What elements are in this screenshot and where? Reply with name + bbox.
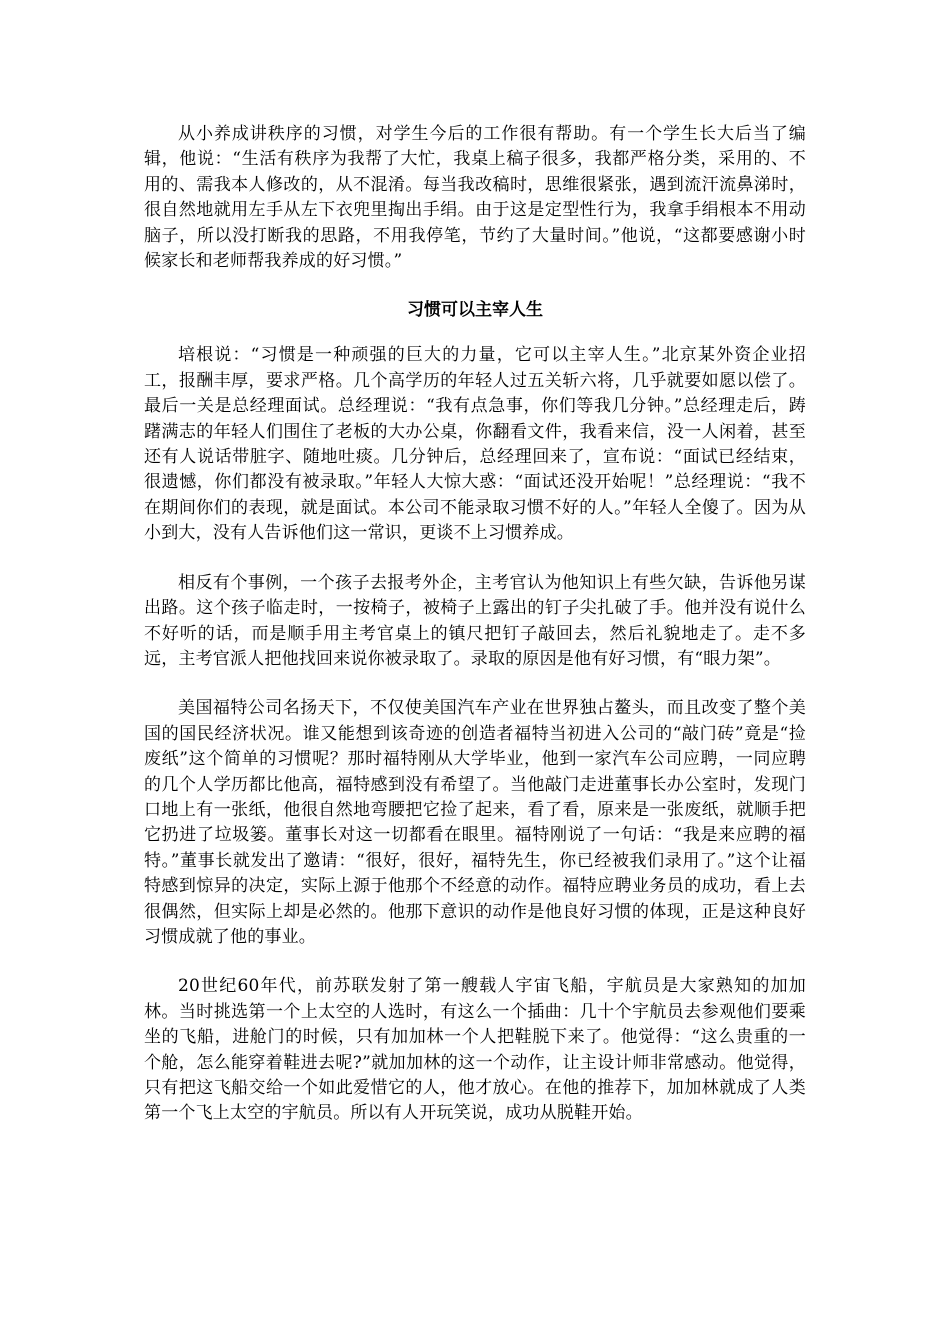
paragraph-nail-story: 相反有个事例，一个孩子去报考外企，主考官认为他知识上有些欠缺，告诉他另谋出路。这个孩子临走时，一按椅子，被椅子上露出的钉子尖扎破了手。他并没有说什么不好听的话，而是顺手用主考官桌上的镇尺把钉子敲回去，然后礼貌地走了。走不多远，主考官派人把他找回来说你被录取了。录取的原因是他有好习惯，有“眼力架”。 bbox=[144, 572, 806, 669]
document-body bbox=[144, 122, 806, 1127]
section-heading: 习惯可以主宰人生 bbox=[407, 300, 543, 321]
paragraph-gagarin-story: 20世纪60年代，前苏联发射了第一艘载人宇宙飞船，宇航员是大家熟知的加加林。当时挑选第一个上太空的人选时，有这么一个插曲：几十个宇航员去参观他们要乘坐的飞船，进舱门的时候，只有加加林一个人把鞋脱下来了。他觉得：“这么贵重的一个舱，怎么能穿着鞋进去呢?”就加加林的这一个动作，让主设计师非常感动。他觉得，只有把这飞船交给一个如此爱惜它的人，他才放心。在他的推荐下，加加林就成了人类第一个飞上太空的宇航员。所以有人开玩笑说，成功从脱鞋开始。 bbox=[144, 976, 806, 1124]
paragraph-orderliness-habit: 从小养成讲秩序的习惯，对学生今后的工作很有帮助。有一个学生长大后当了编辑，他说：“生活有秩序为我帮了大忙，我桌上稿子很多，我都严格分类，采用的、不用的、需我本人修改的，从不混淆。每当我改稿时，思维很紧张，遇到流汗流鼻涕时，很自然地就用左手从左下衣兜里掏出手绢。由于这是定型性行为，我拿手绢根本不用动脑子，所以没打断我的思路，不用我停笔，节约了大量时间。”他说，“这都要感谢小时候家长和老师帮我养成的好习惯。” bbox=[144, 124, 806, 272]
paragraph-ford-story: 美国福特公司名扬天下，不仅使美国汽车产业在世界独占鳌头，而且改变了整个美国的国民经济状况。谁又能想到该奇迹的创造者福特当初进入公司的“敲门砖”竟是“捡废纸”这个简单的习惯呢？那时福特刚从大学毕业，他到一家汽车公司应聘，一同应聘的几个人学历都比他高，福特感到没有希望了。当他敲门走进董事长办公室时，发现门口地上有一张纸，他很自然地弯腰把它捡了起来，看了看，原来是一张废纸，就顺手把它扔进了垃圾篓。董事长对这一切都看在眼里。福特刚说了一句话：“我是来应聘的福特。”董事长就发出了邀请：“很好，很好，福特先生，你已经被我们录用了。”这个让福特感到惊异的决定，实际上源于他那个不经意的动作。福特应聘业务员的成功，看上去很偶然，但实际上却是必然的。他那下意识的动作是他良好习惯的体现，正是这种良好习惯成就了他的事业。 bbox=[144, 698, 806, 947]
paragraph-bacon-interview: 培根说：“习惯是一种顽强的巨大的力量，它可以主宰人生。”北京某外资企业招工，报酬丰厚，要求严格。几个高学历的年轻人过五关斩六将，几乎就要如愿以偿了。最后一关是总经理面试。总经理说：“我有点急事，你们等我几分钟。”总经理走后，踌躇满志的年轻人们围住了老板的大办公桌，你翻看文件，我看来信，没一人闲着，甚至还有人说话带脏字、随地吐痰。几分钟后，总经理回来了，宣布说：“面试已经结束，很遗憾，你们都没有被录取。”年轻人大惊大惑：“面试还没开始呢！”总经理说：“我不在期间你们的表现，就是面试。本公司不能录取习惯不好的人。”年轻人全傻了。因为从小到大，没有人告诉他们这一常识，更谈不上习惯养成。 bbox=[144, 345, 806, 544]
